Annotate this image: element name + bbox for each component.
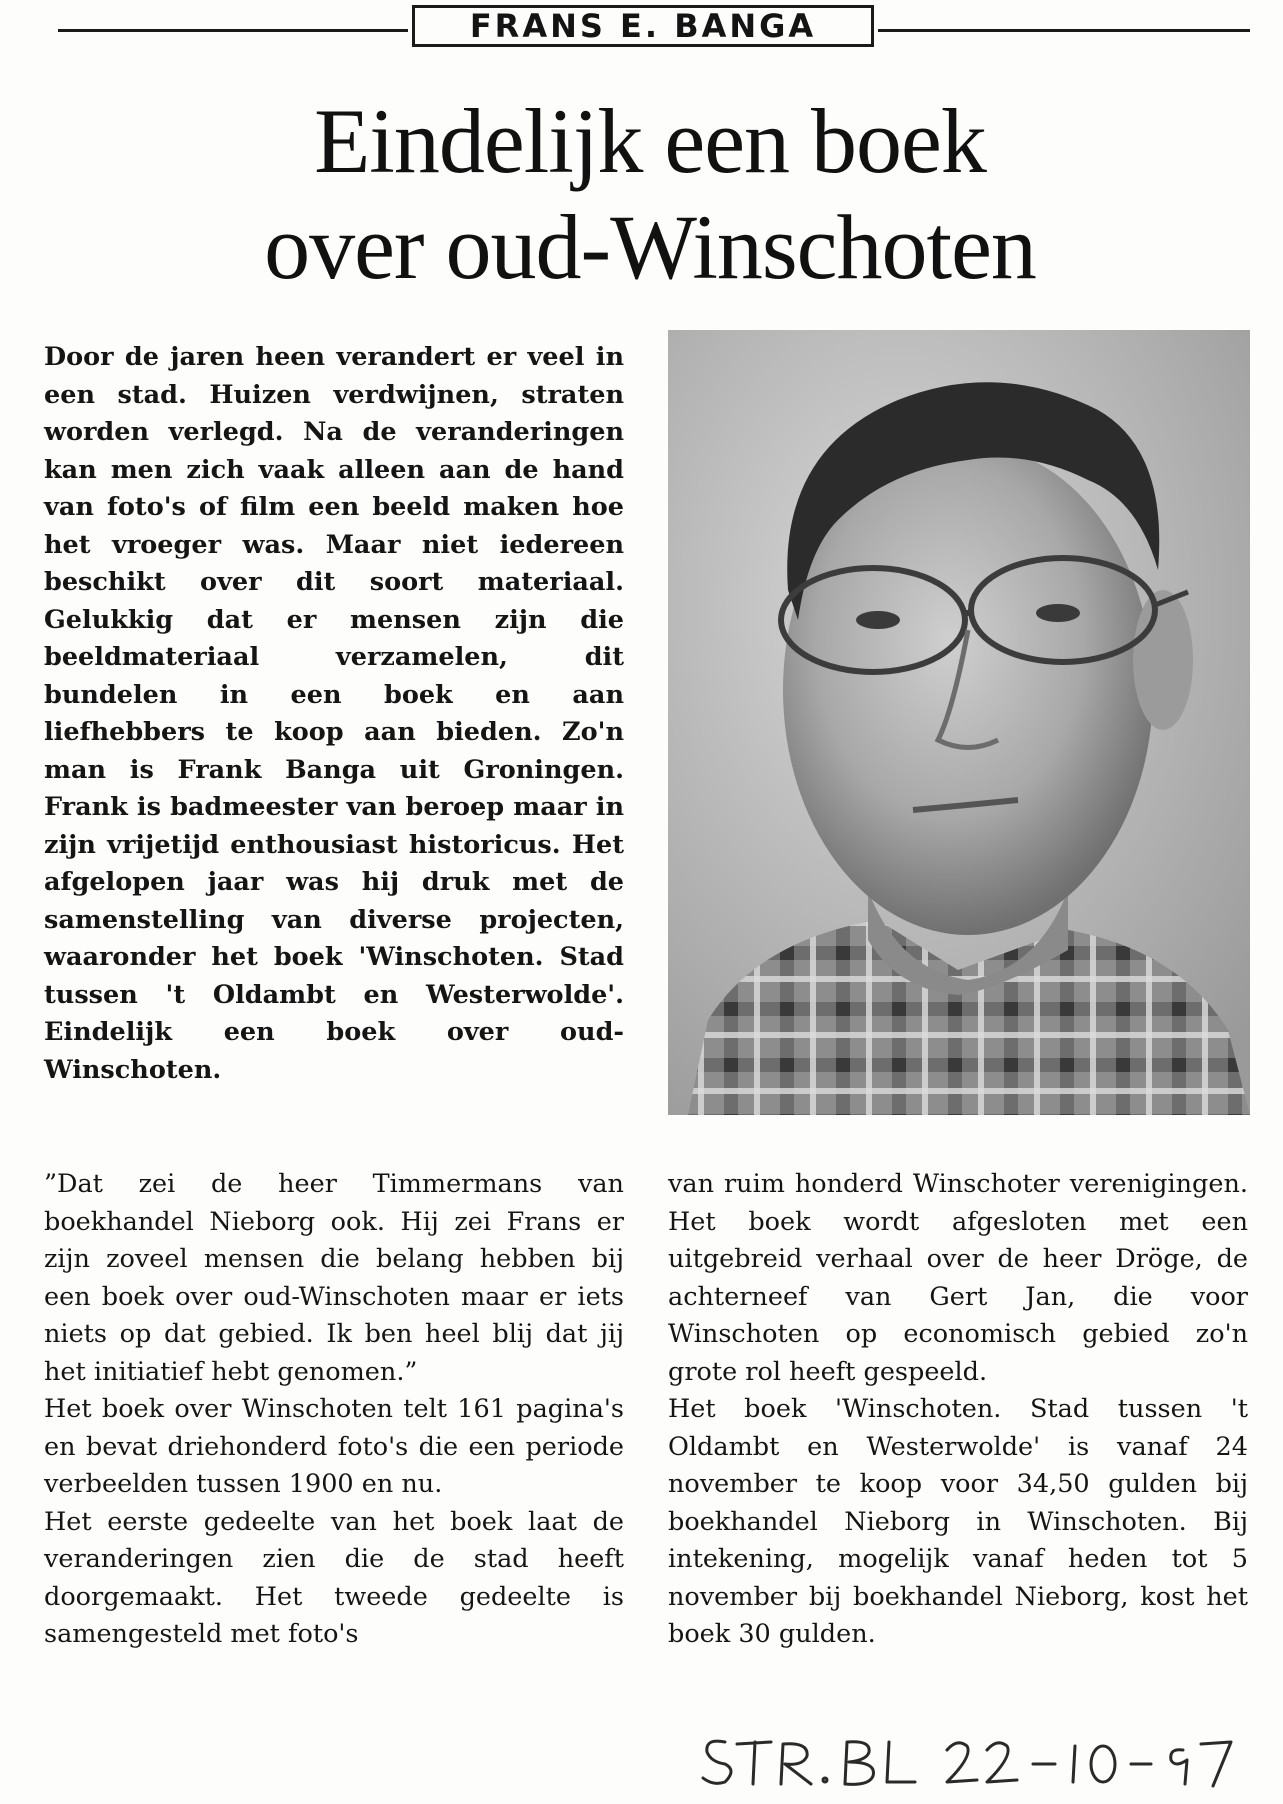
author-byline: FRANS E. BANGA	[412, 5, 874, 47]
lead-text: Door de jaren heen verandert er veel in een stad. Huizen verdwijnen, straten worden verlegd. Na de veranderingen kan men zich vaak alleen aan de hand van foto's of film een beeld maken hoe het vroeger was. Maar niet iedereen beschikt over dit soort materiaal. Gelukkig dat er mensen zijn die beeldmateriaal verzamelen, dit bundelen in een boek en aan liefhebbers te koop aan bieden. Zo'n man is Frank Banga uit Groningen. Frank is badmeester van beroep maar in zijn vrijetijd enthousiast historicus. Het afgelopen jaar was hij druk met de samenstelling van diverse projecten, waaronder het boek 'Winschoten. Stad tussen 't Oldambt en Westerwolde'. Eindelijk een boek over oud-Winschoten.	[44, 342, 624, 1085]
portrait-photo	[668, 330, 1250, 1115]
lead-paragraph	[44, 339, 624, 1089]
paragraph: Het boek over Winschoten telt 161 pagina's en bevat driehonderd foto's die een periode verbeelden tussen 1900 en nu.	[44, 1394, 624, 1499]
paragraph: Het eerste gedeelte van het boek laat de veranderingen zien die de stad heeft doorgemaakt. Het tweede gedeelte is samengesteld met foto's	[44, 1506, 624, 1649]
body-column-right	[668, 1166, 1248, 1654]
headline-line-1: Eindelijk een boek	[314, 90, 986, 192]
paragraph: van ruim honderd Winschoter verenigingen. Het boek wordt afgesloten met een uitgebreid verhaal over de heer Dröge, de achterneef van Gert Jan, die voor Winschoten op economisch gebied zo'n grote rol heeft gespeeld.	[668, 1169, 1248, 1387]
byline-rule-left	[58, 29, 408, 32]
body-column-left	[44, 1166, 624, 1654]
paragraph: Het boek 'Winschoten. Stad tussen 't Oldambt en Westerwolde' is vanaf 24 november te koop voor 34,50 gulden bij boekhandel Nieborg in Winschoten. Bij intekening, mogelijk vanaf heden tot 5 november bij boekhandel Nieborg, kost het boek 30 gulden.	[668, 1394, 1248, 1649]
article-headline	[100, 88, 1200, 300]
handwritten-date-note	[685, 1730, 1260, 1790]
headline-line-2: over oud-Winschoten	[264, 196, 1036, 298]
byline-rule-right	[878, 29, 1250, 32]
paragraph: ”Dat zei de heer Timmermans van boekhandel Nieborg ook. Hij zei Frans er zijn zoveel mensen die belang hebben bij een boek over oud-Winschoten maar er iets niets op dat gebied. Ik ben heel blij dat jij het initiatief hebt genomen.”	[44, 1169, 624, 1387]
